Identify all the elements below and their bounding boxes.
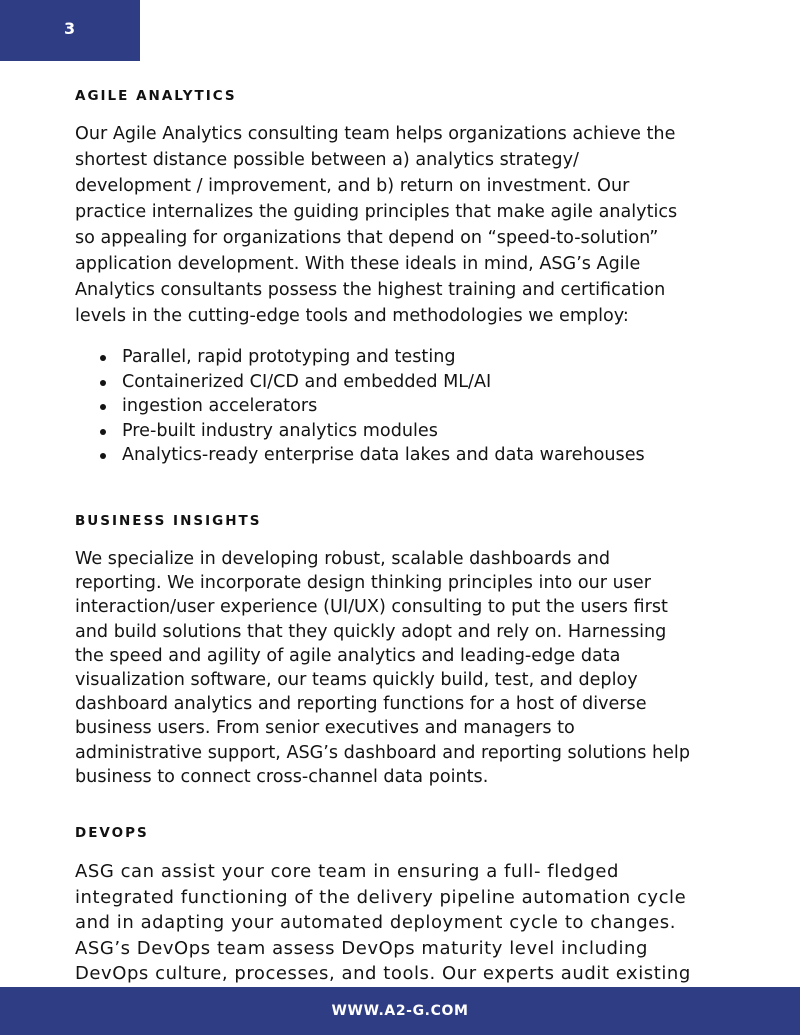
bullet-text: Pre-built industry analytics modules [122, 420, 438, 441]
page-number: 3 [64, 19, 76, 38]
paragraph-line: application development. With these ideals in mind, ASG’s Agile [75, 254, 641, 274]
agile-analytics-heading: AGILE ANALYTICS [75, 88, 237, 104]
bullet-dot-icon [100, 380, 106, 386]
paragraph-line: development / improvement, and b) return on investment. Our [75, 176, 630, 196]
paragraph-line: Our Agile Analytics consulting team helps organizations achieve the [75, 124, 676, 144]
paragraph-line: visualization software, our teams quickly build, test, and deploy [75, 670, 638, 691]
paragraph-line: and build solutions that they quickly adopt and rely on. Harnessing [75, 621, 667, 642]
page-number-badge [0, 0, 140, 61]
paragraph-line: ASG can assist your core team in ensuring a full- fledged [75, 861, 619, 882]
bullet-text: Parallel, rapid prototyping and testing [122, 347, 456, 367]
bullet-text: ingestion accelerators [122, 396, 318, 417]
paragraph-line: business users. From senior executives and managers to [75, 718, 575, 739]
paragraph-line: Analytics consultants possess the highest training and certification [75, 280, 666, 300]
paragraph-line: reporting. We incorporate design thinking principles into our user [75, 573, 651, 594]
paragraph-line: practice internalizes the guiding principles that make agile analytics [75, 202, 678, 222]
paragraph-line: shortest distance possible between a) analytics strategy/ [75, 150, 579, 170]
bullet-dot-icon [100, 404, 106, 410]
bullet-dot-icon [100, 453, 106, 459]
bullet-dot-icon [100, 429, 106, 435]
paragraph-line: levels in the cutting-edge tools and methodologies we employ: [75, 306, 629, 326]
business-insights-paragraph [75, 547, 735, 789]
bullet-item [75, 394, 735, 419]
bullet-item [75, 370, 735, 395]
bullet-item [75, 345, 735, 370]
bullet-item [75, 419, 735, 444]
paragraph-line: so appealing for organizations that depend on “speed-to-solution” [75, 228, 659, 248]
paragraph-line: administrative support, ASG’s dashboard and reporting solutions help [75, 742, 690, 763]
bullet-text: Analytics-ready enterprise data lakes and data warehouses [122, 445, 645, 466]
website-link[interactable]: WWW.A2-G.COM [331, 1003, 469, 1019]
paragraph-line: dashboard analytics and reporting functions for a host of diverse [75, 694, 647, 715]
paragraph-line: integrated functioning of the delivery pipeline automation cycle [75, 886, 687, 908]
devops-paragraph [75, 859, 735, 987]
paragraph-line: business to connect cross-channel data points. [75, 766, 489, 787]
bullet-dot-icon [100, 355, 106, 361]
business-insights-heading: BUSINESS INSIGHTS [75, 513, 262, 529]
bullet-text: Containerized CI/CD and embedded ML/AI [122, 371, 492, 392]
agile-bullet-list [75, 345, 735, 468]
paragraph-line: We specialize in developing robust, scalable dashboards and [75, 549, 611, 569]
bullet-item [75, 443, 735, 468]
paragraph-line: the speed and agility of agile analytics and leading-edge data [75, 645, 621, 666]
paragraph-line: and in adapting your automated deployment cycle to changes. [75, 912, 677, 933]
devops-heading: DEVOPS [75, 825, 149, 841]
footer-bar [0, 987, 800, 1035]
paragraph-line: ASG’s DevOps team assess DevOps maturity level including [75, 937, 648, 959]
paragraph-line: DevOps culture, processes, and tools. Our experts audit existing [75, 963, 691, 984]
agile-analytics-paragraph [75, 121, 735, 329]
paragraph-line: interaction/user experience (UI/UX) consulting to put the users first [75, 597, 668, 618]
